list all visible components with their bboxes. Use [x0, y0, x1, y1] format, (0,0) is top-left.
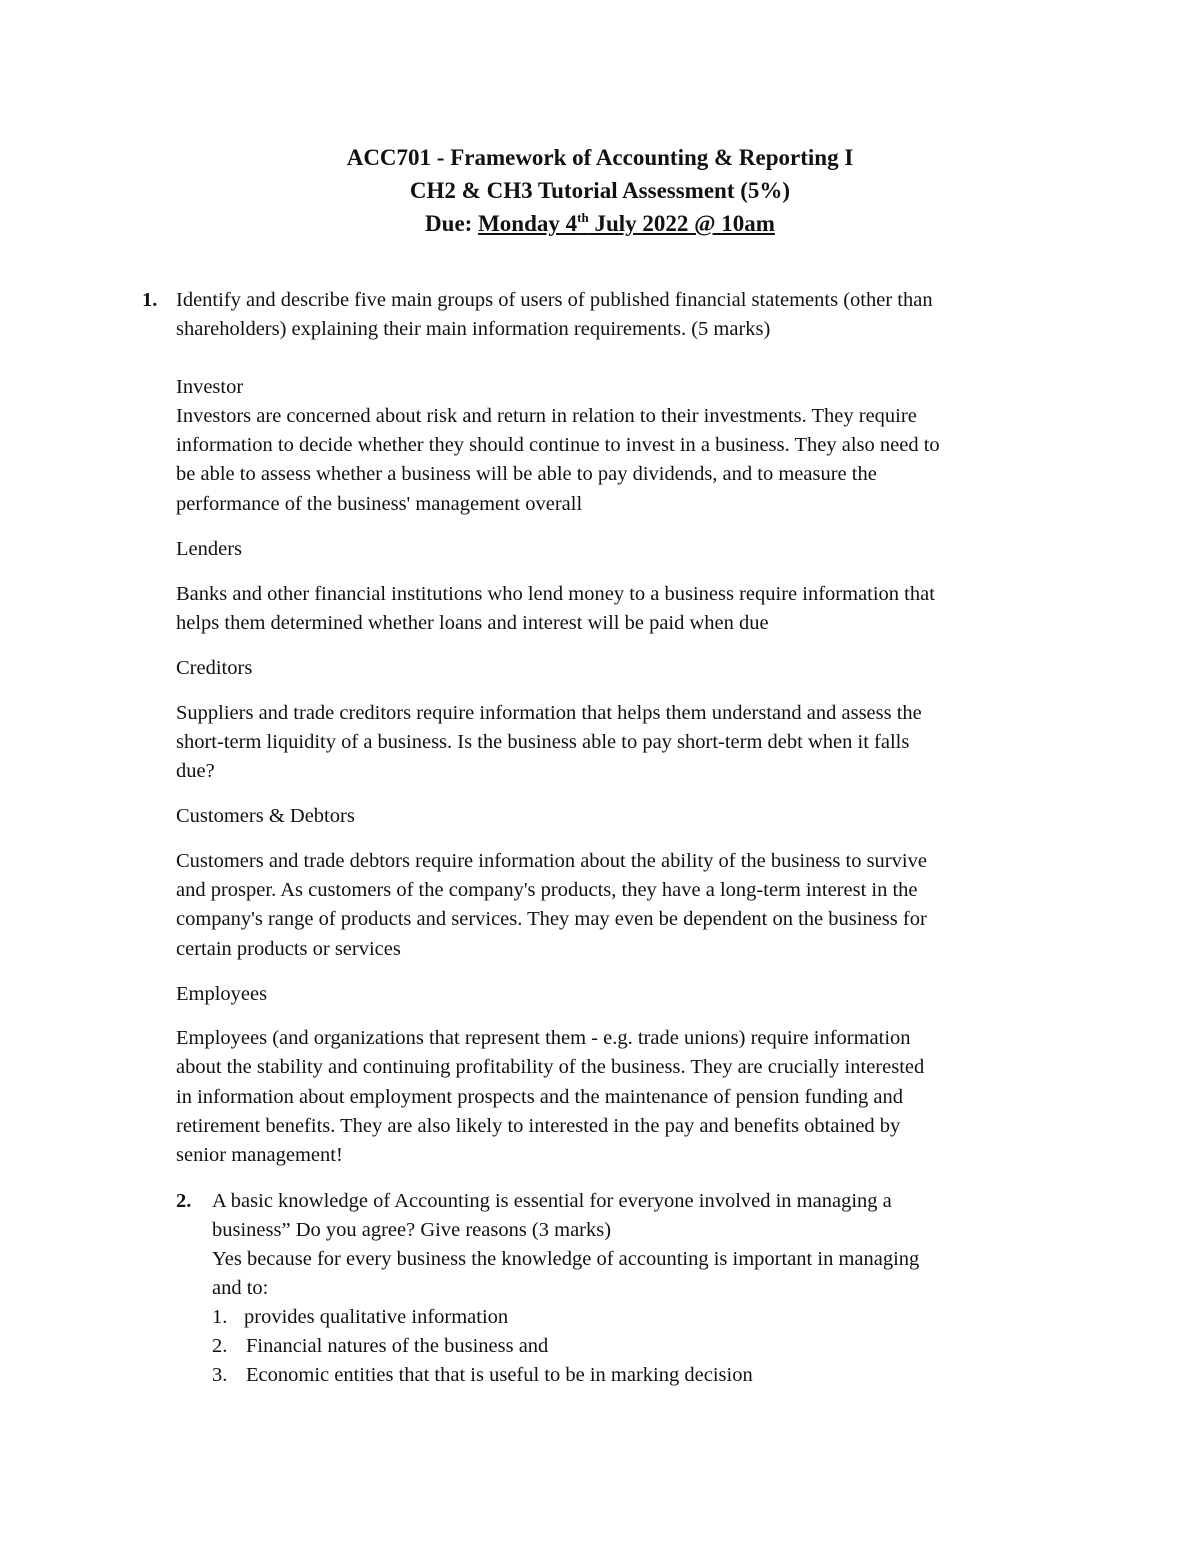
answer-line: and to:: [212, 1277, 269, 1299]
assessment-title: CH2 & CH3 Tutorial Assessment (5%): [409, 178, 791, 203]
question-1-number: 1.: [142, 289, 158, 311]
group-heading-lenders: Lenders: [176, 538, 243, 560]
due-rest: July 2022 @ 10am: [588, 211, 775, 236]
group-text-line: be able to assess whether a business will be able to pay dividends, and to measure the: [176, 463, 877, 485]
group-text-line: short-term liquidity of a business. Is the business able to pay short-term debt when it falls: [176, 731, 910, 753]
group-text-line: Customers and trade debtors require information about the ability of the business to survive: [176, 850, 927, 872]
due-suffix: th: [577, 210, 589, 225]
group-text-line: company's range of products and services. They may even be dependent on the business for: [176, 908, 927, 930]
reason-number: 2.: [212, 1335, 228, 1357]
reason-text: Economic entities that that is useful to be in marking decision: [246, 1364, 753, 1386]
group-text-line: about the stability and continuing profitability of the business. They are crucially interested: [176, 1056, 925, 1078]
due-label: Due:: [425, 211, 473, 236]
reason-number: 3.: [212, 1364, 228, 1386]
course-title: ACC701 - Framework of Accounting & Reporting I: [346, 145, 854, 170]
question-2-prompt-line: A basic knowledge of Accounting is essential for everyone involved in managing a: [212, 1190, 892, 1212]
question-2-number: 2.: [176, 1190, 192, 1212]
group-text-line: performance of the business' management overall: [176, 493, 583, 515]
reason-number: 1.: [212, 1306, 228, 1328]
group-text-line: in information about employment prospects and the maintenance of pension funding and: [176, 1086, 903, 1108]
reason-text: Financial natures of the business and: [246, 1335, 549, 1357]
group-text-line: certain products or services: [176, 938, 401, 960]
group-heading-employees: Employees: [176, 983, 268, 1005]
answer-line: Yes because for every business the knowledge of accounting is important in managing: [212, 1248, 920, 1270]
due-date-value: [478, 211, 775, 236]
group-heading-investor: Investor: [176, 376, 244, 398]
group-heading-customers-debtors: Customers & Debtors: [176, 805, 355, 827]
group-text-line: senior management!: [176, 1144, 343, 1166]
group-text-line: retirement benefits. They are also likely to interested in the pay and benefits obtained by: [176, 1115, 901, 1137]
reason-text: provides qualitative information: [244, 1306, 509, 1328]
question-2-prompt-line: business” Do you agree? Give reasons (3 marks): [212, 1219, 612, 1241]
group-text-line: helps them determined whether loans and interest will be paid when due: [176, 612, 769, 634]
group-text-line: due?: [176, 760, 215, 782]
group-text-line: and prosper. As customers of the company's products, they have a long-term interest in the: [176, 879, 918, 901]
due-day: Monday 4: [478, 211, 578, 236]
group-text-line: Investors are concerned about risk and return in relation to their investments. They require: [176, 405, 917, 427]
question-1-prompt-line: Identify and describe five main groups of users of published financial statements (other than: [176, 289, 933, 311]
group-text-line: information to decide whether they should continue to invest in a business. They also need to: [176, 434, 940, 456]
due-date: [0, 209, 1200, 239]
group-text-line: Suppliers and trade creditors require information that helps them understand and assess the: [176, 702, 922, 724]
question-1-prompt-line: shareholders) explaining their main information requirements. (5 marks): [176, 318, 771, 340]
group-heading-creditors: Creditors: [176, 657, 253, 679]
group-text-line: Banks and other financial institutions who lend money to a business require information that: [176, 583, 935, 605]
group-text-line: Employees (and organizations that represent them - e.g. trade unions) require information: [176, 1027, 911, 1049]
